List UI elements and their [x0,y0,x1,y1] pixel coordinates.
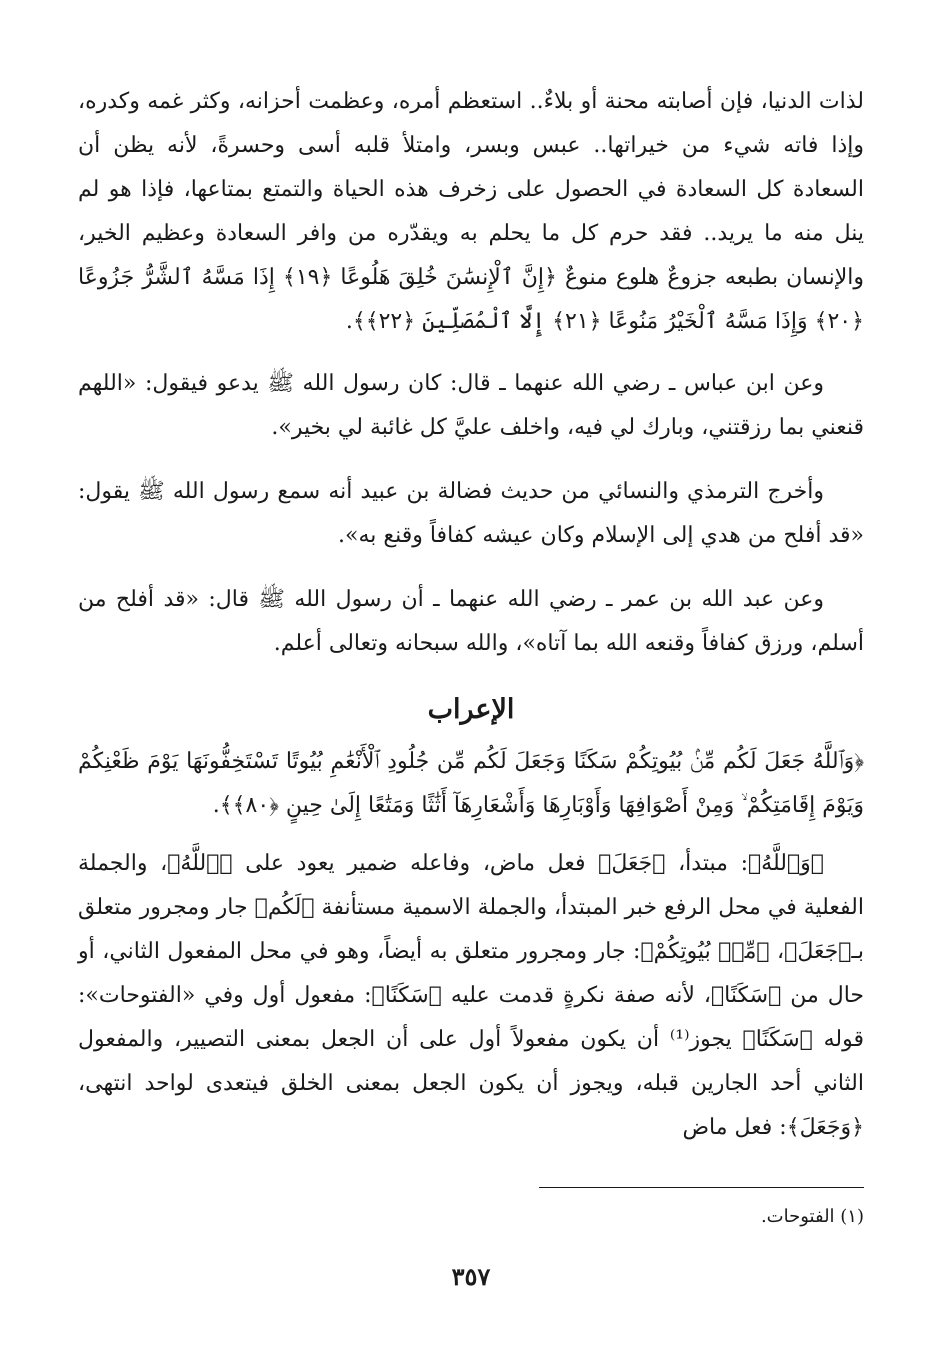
irab-paragraph: ﴿وَٱللَّهُ﴾: مبتدأ، ﴿جَعَلَ﴾ فعل ماض، وفاعله ضمير يعود على ﴿ٱللَّهُ﴾، والجملة الفعلية في محل الرفع خبر المبتدأ، والجملة الاسمية مستأنفة ﴿لَكُم﴾ جار ومجرور متعلق بـ﴿جَعَلَ﴾، ﴿مِّنۢ بُيُوتِكُمْ﴾: جار ومجرور متعلق به أيضاً، وهو في محل المفعول الثاني، أو حال من ﴿سَكَنًا﴾، لأنه صفة نكرةٍ قدمت عليه ﴿سَكَنًا﴾: مفعول أول وفي «الفتوحات»: قوله ﴿سَكَنًا﴾ يجوز⁽¹⁾ أن يكون مفعولاً أول على أن الجعل بمعنى التصيير، والمفعول الثاني أحد الجارين قبله، ويجوز أن يكون الجعل بمعنى الخلق فيتعدى لواحد انتهى، ﴿وَجَعَلَ﴾: فعل ماض [78,851,865,1140]
quran-verse: ﴿وَٱللَّهُ جَعَلَ لَكُم مِّنۢ بُيُوتِكُمْ سَكَنًا وَجَعَلَ لَكُم مِّن جُلُودِ ٱلْأَنْعَٰمِ بُيُوتًا تَسْتَخِفُّونَهَا يَوْمَ ظَعْنِكُمْ وَيَوْمَ إِقَامَتِكُمْ ۙ وَمِنْ أَصْوَافِهَا وَأَوْبَارِهَا وَأَشْعَارِهَآ أَثَٰثًا وَمَتَٰعًا إِلَىٰ حِينٍ ﴿٨٠﴾﴾. [78,749,864,818]
paragraph-tirmidhi-hadith: وأخرج الترمذي والنسائي من حديث فضالة بن عبيد أنه سمع رسول الله ﷺ يقول: «قد أفلح من هدي إلى الإسلام وكان عيشه كفافاً وقنع به». [78,479,864,548]
section-heading: الإعراب [427,694,515,725]
footnote-divider [539,1187,864,1188]
paragraph-ibn-umar-hadith: وعن عبد الله بن عمر ـ رضي الله عنهما ـ أن رسول الله ﷺ قال: «قد أفلح من أسلم، ورزق كفافاً وقنعه الله بما آتاه»، والله سبحانه وتعالى أعلم. [78,587,864,656]
page-number: ٣٥٧ [451,1262,491,1291]
page-body [78,80,864,1150]
paragraph-intro: لذات الدنيا، فإن أصابته محنة أو بلاءٌ.. استعظم أمره، وعظمت أحزانه، وكثر غمه وكدره، وإذا فاته شيء من خيراتها.. عبس وبسر، وامتلأ قلبه أسى وحسرةً، لأنه يظن أن السعادة كل السعادة في الحصول على زخرف هذه الحياة والتمتع بمتاعها، فإذا هو لم ينل منه ما يريد.. فقد حرم كل ما يحلم به ويقدّره من وافر السعادة وعظيم الخير، والإنسان بطبعه جزوعٌ هلوع منوعٌ ﴿إِنَّ ٱلْإِنسَٰنَ خُلِقَ هَلُوعًا ﴿١٩﴾ إِذَا مَسَّهُ ٱلشَّرُّ جَزُوعًا ﴿٢٠﴾ وَإِذَا مَسَّهُ ٱلْخَيْرُ مَنُوعًا ﴿٢١﴾ إِلَّا ٱلْمُصَلِّينَ ﴿٢٢﴾﴾. [78,89,865,334]
footnote: (١) الفتوحات. [760,1206,864,1227]
paragraph-ibn-abbas-hadith: وعن ابن عباس ـ رضي الله عنهما ـ قال: كان رسول الله ﷺ يدعو فيقول: «اللهم قنعني بما رزقتني، وبارك لي فيه، واخلف عليَّ كل غائبة لي بخير». [78,371,864,440]
